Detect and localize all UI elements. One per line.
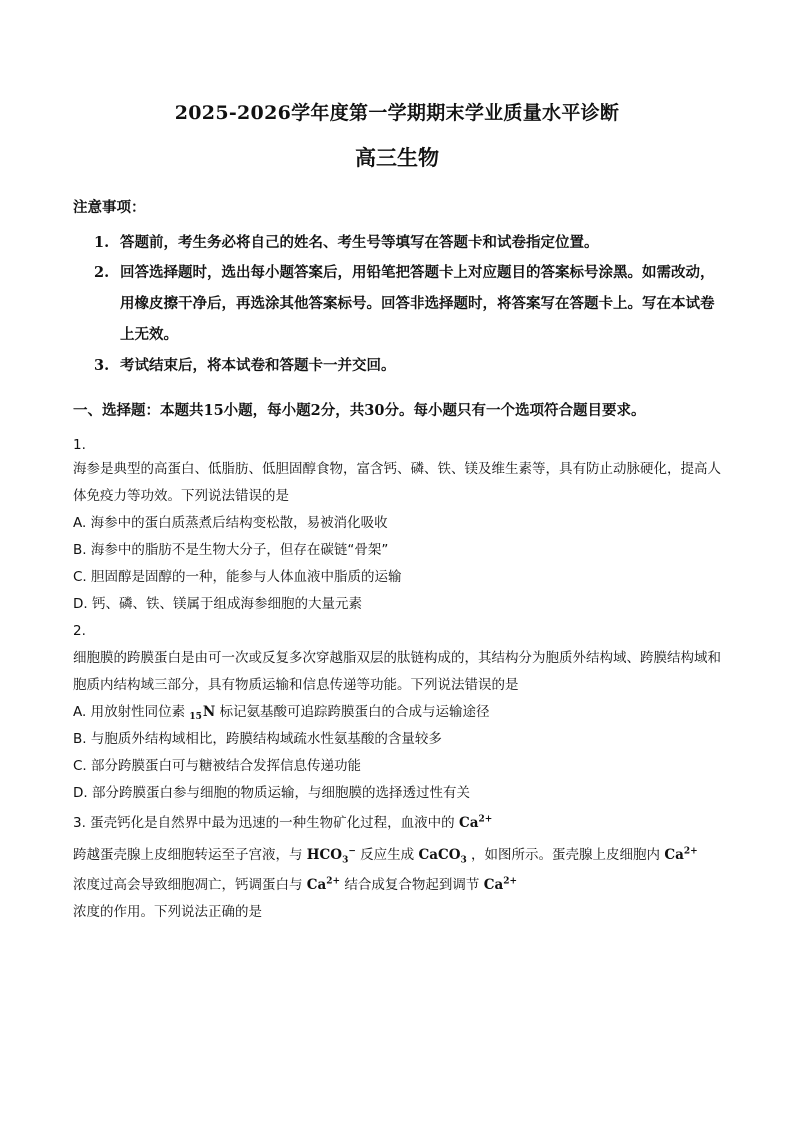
option-b: B. 与胞质外结构域相比，跨膜结构域疏水性氨基酸的含量较多 bbox=[73, 731, 442, 747]
exam-title: 2025-2026学年度第一学期期末学业质量水平诊断 bbox=[174, 102, 620, 124]
question-stem: 海参是典型的高蛋白、低脂肪、低胆固醇食物，富含钙、磷、铁、镁及维生素等，具有防止动脉硬化，提高人体免疫力等功效。下列说法错误的是 bbox=[73, 461, 721, 504]
isotope-formula bbox=[189, 704, 215, 720]
option-d: D. 钙、磷、铁、镁属于组成海参细胞的大量元素 bbox=[73, 596, 362, 612]
notice-item-text: 回答选择题时，选出每小题答案后，用铅笔把答题卡上对应题目的答案标号涂黑。如需改动，用橡皮擦干净后，再选涂其他答案标号。回答非选择题时，将答案写在答题卡上。写在本试卷上无效。 bbox=[120, 264, 715, 343]
calcium-ion-formula bbox=[664, 847, 697, 863]
question-stem-line: 浓度的作用。下列说法正确的是 bbox=[73, 904, 262, 920]
question-stem-line bbox=[73, 842, 698, 869]
notice-item-3 bbox=[94, 350, 726, 381]
notice-item-number: 3. bbox=[94, 357, 110, 374]
calcium-ion-formula bbox=[484, 877, 517, 893]
formula-base: Ca bbox=[664, 847, 684, 863]
question-stem: 细胞膜的跨膜蛋白是由可一次或反复多次穿越脂双层的肽链构成的，其结构分为胞质外结构域、跨膜结构域和胞质内结构域三部分，具有物质运输和信息传递等功能。下列说法错误的是 bbox=[73, 650, 721, 693]
formula-charge: − bbox=[348, 846, 356, 857]
isotope-symbol: N bbox=[202, 704, 216, 720]
formula-charge: 2+ bbox=[503, 876, 518, 887]
notice-heading: 注意事项： bbox=[73, 199, 146, 216]
stem-text: 跨越蛋壳腺上皮细胞转运至子宫液，与 bbox=[73, 847, 303, 863]
stem-text: 3. 蛋壳钙化是自然界中最为迅速的一种生物矿化过程，血液中的 bbox=[73, 815, 455, 831]
stem-text: 结合成复合物起到调节 bbox=[344, 877, 480, 893]
question-number: 2. bbox=[73, 623, 86, 639]
stem-text: ，如图所示。蛋壳腺上皮细胞内 bbox=[471, 847, 661, 863]
option-c: C. 部分跨膜蛋白可与糖被结合发挥信息传递功能 bbox=[73, 758, 362, 774]
notice-item-number: 1. bbox=[94, 234, 110, 251]
option-text: 标记氨基酸可追踪跨膜蛋白的合成与运输途径 bbox=[219, 704, 490, 720]
notice-item-number: 2. bbox=[94, 264, 110, 281]
calcium-ion-formula bbox=[307, 877, 340, 893]
formula-subscript: 3 bbox=[460, 855, 467, 866]
section-heading-choice: 一、选择题：本题共15小题，每小题2分，共30分。每小题只有一个选项符合题目要求。 bbox=[73, 402, 646, 419]
calcium-carbonate-formula bbox=[418, 847, 467, 866]
notice-item-text: 考试结束后，将本试卷和答题卡一并交回。 bbox=[120, 357, 396, 374]
formula-charge: 2+ bbox=[683, 846, 698, 857]
stem-text: 反应生成 bbox=[360, 847, 415, 863]
option-c: C. 胆固醇是固醇的一种，能参与人体血液中脂质的运输 bbox=[73, 569, 402, 585]
option-d: D. 部分跨膜蛋白参与细胞的物质运输，与细胞膜的选择透过性有关 bbox=[73, 785, 470, 801]
option-b: B. 海参中的脂肪不是生物大分子，但存在碳链“骨架” bbox=[73, 542, 389, 558]
formula-charge: 2+ bbox=[326, 876, 341, 887]
stem-text: 浓度过高会导致细胞凋亡，钙调蛋白与 bbox=[73, 877, 303, 893]
formula-charge: 2+ bbox=[478, 814, 493, 825]
option-a: A. 海参中的蛋白质蒸煮后结构变松散，易被消化吸收 bbox=[73, 515, 388, 531]
notice-item-2 bbox=[94, 257, 726, 350]
question-stem-line bbox=[73, 872, 517, 899]
question-number: 1. bbox=[73, 437, 86, 453]
notice-item-text: 答题前，考生务必将自己的姓名、考生号等填写在答题卡和试卷指定位置。 bbox=[120, 234, 599, 251]
notice-item-1 bbox=[94, 227, 726, 258]
formula-subscript: 3 bbox=[342, 855, 349, 866]
formula-base: Ca bbox=[483, 877, 504, 893]
formula-base: Ca bbox=[306, 877, 327, 893]
formula-base: CaCO bbox=[418, 847, 461, 863]
formula-base: HCO bbox=[306, 847, 343, 863]
formula-base: Ca bbox=[458, 815, 479, 831]
calcium-ion-formula bbox=[459, 815, 492, 831]
question-stem-line bbox=[73, 810, 492, 837]
exam-subject: 高三生物 bbox=[355, 145, 439, 170]
bicarbonate-formula bbox=[306, 846, 356, 866]
isotope-mass-number: 15 bbox=[189, 712, 202, 722]
option-text: A. 用放射性同位素 bbox=[73, 704, 186, 720]
